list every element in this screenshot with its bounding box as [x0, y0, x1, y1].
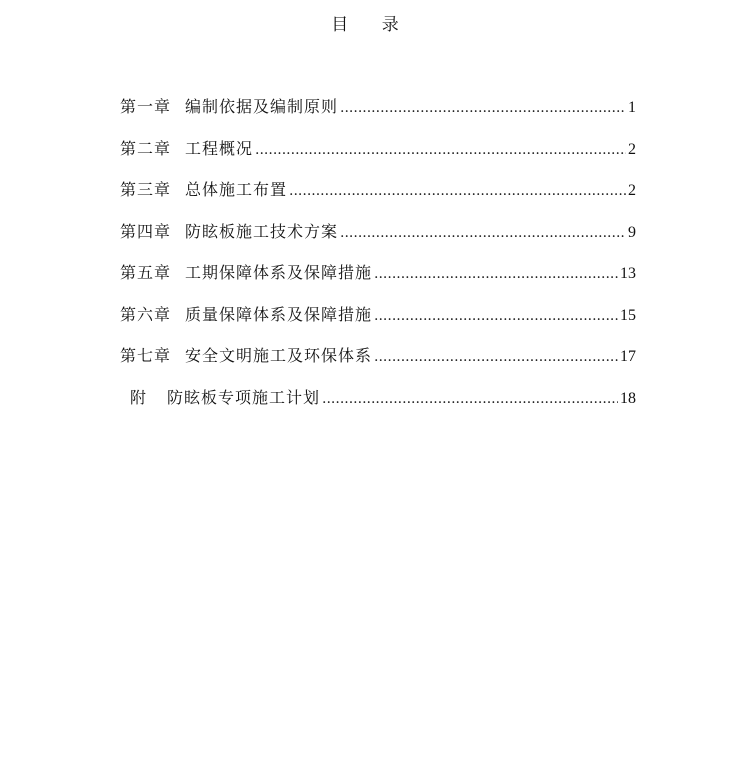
toc-page-number: 18 [620, 389, 636, 407]
toc-chapter: 附 [130, 387, 148, 407]
leader-dots [322, 391, 618, 407]
toc-chapter: 第六章 [120, 304, 172, 324]
toc-entry[interactable] [120, 260, 636, 302]
toc-title: 防眩板专项施工计划 [167, 387, 321, 407]
leader-dots [340, 225, 626, 241]
toc-entry[interactable] [120, 136, 636, 178]
toc-entry-label [120, 302, 372, 325]
toc-chapter: 第七章 [120, 346, 172, 365]
toc-title: 总体施工布置 [185, 180, 288, 199]
toc-entry-label [120, 260, 372, 283]
toc-title: 编制依据及编制原则 [185, 97, 339, 116]
toc-chapter: 第二章 [120, 138, 172, 158]
leader-dots [340, 100, 626, 116]
toc-page-number: 13 [620, 265, 636, 282]
leader-dots [255, 142, 626, 158]
toc-chapter: 第四章 [120, 221, 172, 241]
toc-entry-label [120, 177, 287, 200]
toc-entry-label [120, 136, 253, 159]
toc-entry-label [120, 94, 338, 117]
toc-page-number: 17 [620, 348, 636, 365]
toc-entry[interactable] [120, 177, 636, 219]
toc-entry-appendix[interactable] [120, 385, 636, 427]
toc-entry-label [120, 219, 338, 242]
toc-entry[interactable] [120, 219, 636, 261]
toc-entry[interactable] [120, 94, 636, 136]
toc-page-number: 1 [628, 99, 636, 116]
leader-dots [374, 308, 618, 324]
page-title: 目 录 [331, 15, 413, 35]
toc-entry[interactable] [120, 302, 636, 344]
leader-dots [289, 183, 626, 199]
leader-dots [374, 266, 618, 282]
toc-title: 工程概况 [185, 138, 254, 158]
toc-title: 工期保障体系及保障措施 [185, 263, 373, 282]
toc-title: 安全文明施工及环保体系 [185, 346, 373, 365]
table-of-contents [120, 94, 636, 426]
toc-page-number: 15 [620, 306, 636, 324]
toc-entry[interactable] [120, 343, 636, 385]
toc-chapter: 第三章 [120, 180, 172, 199]
toc-entry-label [120, 385, 320, 408]
toc-chapter: 第一章 [120, 97, 172, 116]
toc-entry-label [120, 343, 372, 366]
toc-page-number: 2 [628, 140, 636, 158]
toc-title: 防眩板施工技术方案 [185, 221, 339, 241]
toc-page-number: 2 [628, 182, 636, 199]
toc-page-number: 9 [628, 223, 636, 241]
leader-dots [374, 349, 618, 365]
toc-title: 质量保障体系及保障措施 [185, 304, 373, 324]
toc-chapter: 第五章 [120, 263, 172, 282]
